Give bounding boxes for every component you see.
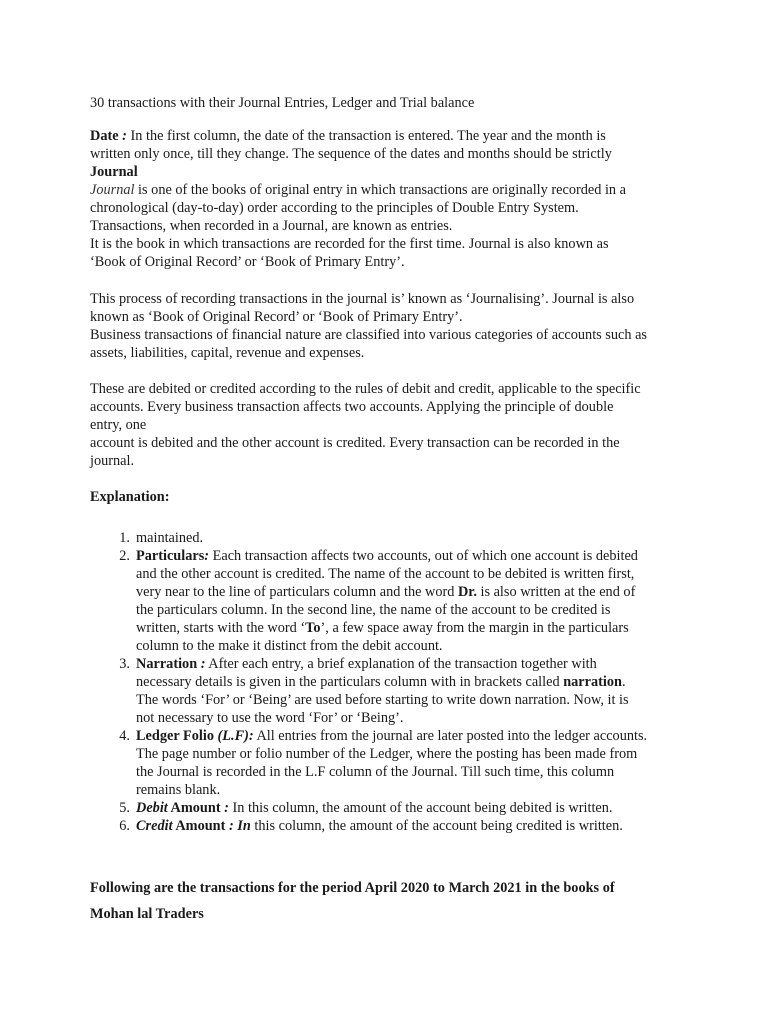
journal-line1: is one of the books of original entry in which transactions are originally recorded in a [134,182,626,198]
credit-amount-label: Amount [172,818,226,834]
ledger-folio-line4: remains blank. [136,782,221,798]
document-title: 30 transactions with their Journal Entries, Ledger and Trial balance [90,95,475,111]
ledger-folio-label: Ledger Folio [136,728,214,744]
transactions-intro [90,875,690,927]
journal-line2: chronological (day-to-day) order according to the principles of Double Entry System. [90,200,579,216]
particulars-colon: : [204,548,210,564]
rules-line3: entry, one [90,417,147,433]
narration-colon: : [197,656,206,672]
credit-label: Credit [136,818,173,834]
list-number: 5. [119,800,130,816]
list-item [110,799,670,817]
journal-line3: Transactions, when recorded in a Journal, are known as entries. [90,218,453,234]
explanation-list [110,529,670,835]
rules-line1: These are debited or credited according to the rules of debit and credit, applicable to the specific [90,381,641,397]
narration-line4: not necessary to use the word ‘For’ or ‘Being’. [136,710,404,726]
narration-term: narration [563,674,622,690]
narration-label: Narration [136,656,198,672]
journal-heading: Journal [90,164,138,180]
debit-colon: : [220,800,229,816]
footer-line2: Mohan lal Traders [90,906,204,922]
particulars-line1: Each transaction affects two accounts, out of which one account is debited [209,548,638,564]
list-number: 6. [119,818,130,834]
particulars-line2: and the other account is credited. The name of the account to be debited is written first, [136,566,635,582]
list-number: 2. [119,548,130,564]
list-item [110,727,670,799]
to-term: To [305,620,321,636]
date-colon: : [118,128,127,144]
particulars-line6: column to the make it distinct from the debit account. [136,638,443,654]
ledger-folio-line2: The page number or folio number of the Ledger, where the posting has been made from [136,746,638,762]
date-text-line1: In the first column, the date of the transaction is entered. The year and the month is [126,128,606,144]
explanation-heading: Explanation: [90,489,170,505]
ledger-folio-abbrev: (L.F): [213,728,254,744]
list-item [110,529,670,547]
rules-line4: account is debited and the other account is credited. Every transaction can be recorded in the [90,435,620,451]
process-line3: Business transactions of financial nature are classified into various categories of accounts such as [90,327,647,343]
credit-text: this column, the amount of the account being credited is written. [250,818,623,834]
list-number: 4. [119,728,130,744]
particulars-line5a: written, starts with the word ‘ [136,620,306,636]
date-label: Date [90,128,119,144]
date-paragraph [90,127,690,271]
debit-label: Debit [136,800,168,816]
footer-line1: Following are the transactions for the period April 2020 to March 2021 in the books of [90,880,615,896]
ledger-folio-line3: the Journal is recorded in the L.F column of the Journal. Till such time, this column [136,764,615,780]
narration-line2b: . [621,674,626,690]
list-item [110,655,670,727]
ledger-folio-line1: All entries from the journal are later posted into the ledger accounts. [253,728,648,744]
rules-paragraph [90,380,690,470]
particulars-line3a: very near to the line of particulars column and the word [136,584,458,600]
particulars-line5b: ’, a few space away from the margin in the particulars [320,620,629,636]
dr-term: Dr. [457,584,477,600]
list-item [110,817,670,835]
particulars-line3b: is also written at the end of [476,584,636,600]
process-line4: assets, liabilities, capital, revenue and expenses. [90,345,365,361]
debit-text: In this column, the amount of the account being debited is written. [228,800,613,816]
list-number: 1. [119,530,130,546]
process-paragraph [90,290,690,362]
rules-line2: accounts. Every business transaction affects two accounts. Applying the principle of double [90,399,614,415]
narration-line2a: necessary details is given in the particulars column with in brackets called [136,674,564,690]
journal-line5: ‘Book of Original Record’ or ‘Book of Primary Entry’. [90,254,405,270]
process-line1: This process of recording transactions in the journal is’ known as ‘Journalising’. Journal is also [90,291,635,307]
journal-line4: It is the book in which transactions are recorded for the first time. Journal is also known as [90,236,609,252]
particulars-line4: the particulars column. In the second line, the name of the account to be credited is [136,602,611,618]
particulars-label: Particulars [136,548,205,564]
narration-line1: After each entry, a brief explanation of the transaction together with [205,656,597,672]
list-item-text: maintained. [136,530,204,546]
list-item [110,547,670,655]
debit-amount-label: Amount [167,800,221,816]
list-number: 3. [119,656,130,672]
rules-line5: journal. [90,453,135,469]
narration-line3: The words ‘For’ or ‘Being’ are used before starting to write down narration. Now, it is [136,692,629,708]
process-line2: known as ‘Book of Original Record’ or ‘Book of Primary Entry’. [90,309,463,325]
credit-colon: : In [225,818,251,834]
date-text-line2: written only once, till they change. The sequence of the dates and months should be strictly [90,146,612,162]
journal-term: Journal [90,182,135,198]
